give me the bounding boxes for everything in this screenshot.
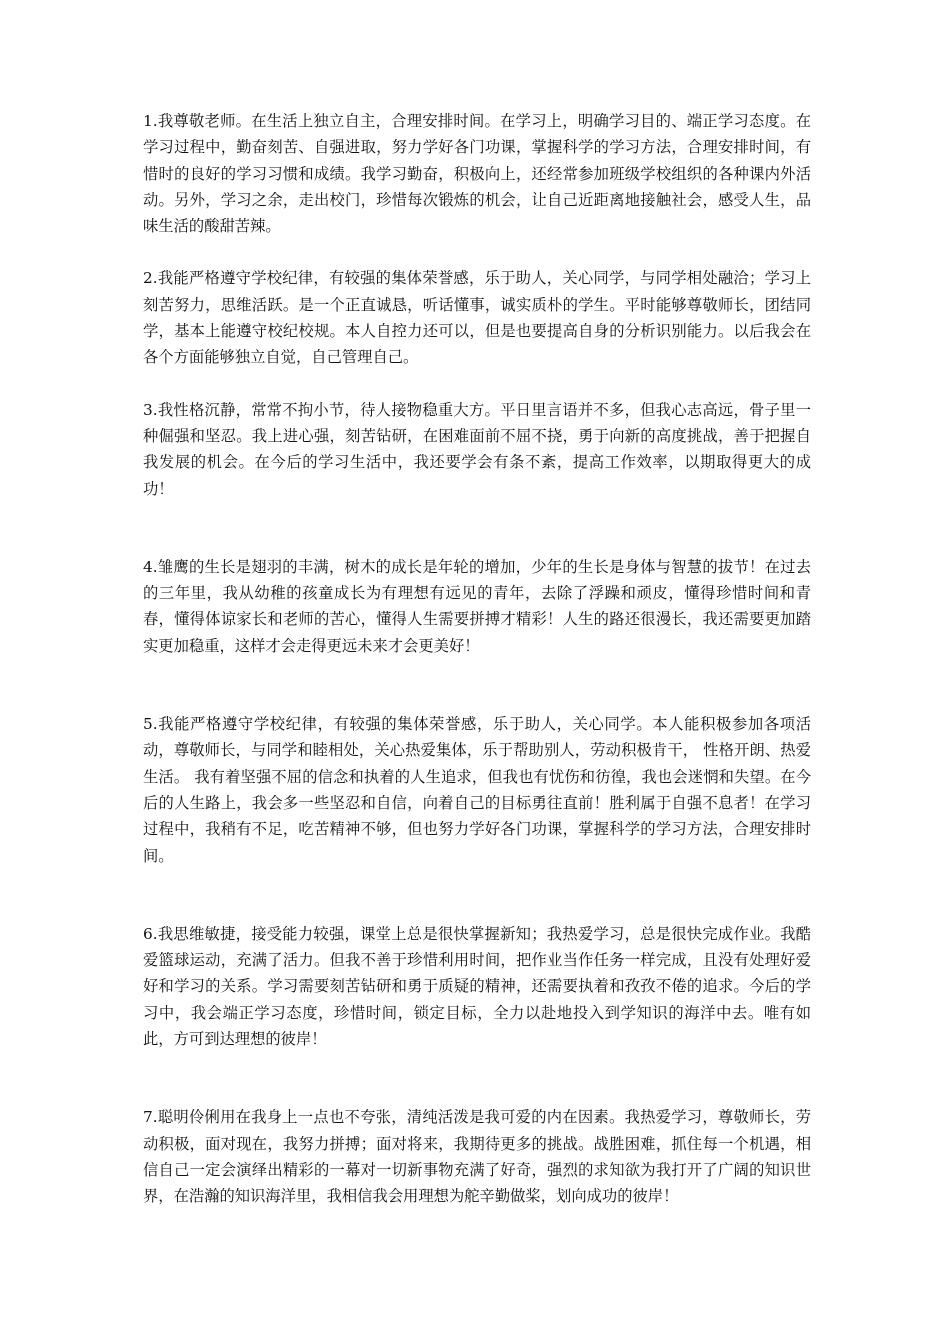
paragraph-spacer — [143, 659, 811, 711]
paragraph-spacer — [143, 371, 811, 397]
paragraph-2: 2.我能严格遵守学校纪律，有较强的集体荣誉感，乐于助人，关心同学，与同学相处融洽；学习上刻苦努力，思维活跃。是一个正直诚恳，听话懂事，诚实质朴的学生。平时能够尊敬师长，团结同学，基本上能遵守校纪校规。本人自控力还可以，但是也要提高自身的分析识别能力。以后我会在各个方面能够独立自觉，自己管理自己。 — [143, 269, 811, 367]
document-body — [143, 108, 811, 1210]
paragraph-spacer — [143, 1052, 811, 1104]
paragraph-3: 3.我性格沉静，常常不拘小节，待人接物稳重大方。平日里言语并不多，但我心志高远，骨子里一种倔强和坚忍。我上进心强，刻苦钻研，在困难面前不屈不挠，勇于向新的高度挑战，善于把握自我发展的机会。在今后的学习生活中，我还要学会有条不紊，提高工作效率，以期取得更大的成功！ — [143, 400, 811, 498]
paragraph-7: 7.聪明伶俐用在我身上一点也不夸张，清纯活泼是我可爱的内在因素。我热爱学习，尊敬师长，劳动积极，面对现在，我努力拼搏；面对将来，我期待更多的挑战。战胜困难，抓住每一个机遇，相信自己一定会演绎出精彩的一幕对一切新事物充满了好奇，强烈的求知欲为我打开了广阔的知识世界，在浩瀚的知识海洋里，我相信我会用理想为舵辛勤做桨，划向成功的彼岸！ — [143, 1108, 811, 1206]
paragraph-spacer — [143, 239, 811, 265]
paragraph-6: 6.我思维敏捷，接受能力较强，课堂上总是很快掌握新知；我热爱学习，总是很快完成作业。我酷爱篮球运动，充满了活力。但我不善于珍惜利用时间，把作业当作任务一样完成，且没有处理好爱好和学习的关系。学习需要刻苦钻研和勇于质疑的精神，还需要执着和孜孜不倦的追求。今后的学习中，我会端正学习态度，珍惜时间，锁定目标，全力以赴地投入到学知识的海洋中去。唯有如此，方可到达理想的彼岸！ — [143, 924, 811, 1049]
paragraph-1: 1.我尊敬老师。在生活上独立自主，合理安排时间。在学习上，明确学习目的、端正学习态度。在学习过程中，勤奋刻苦、自强进取，努力学好各门功课，掌握科学的学习方法，合理安排时间，有惜时的良好的学习习惯和成绩。我学习勤奋，积极向上，还经常参加班级学校组织的各种课内外活动。另外，学习之余，走出校门，珍惜每次锻炼的机会，让自己近距离地接触社会，感受人生，品味生活的酸甜苦辣。 — [143, 112, 811, 236]
paragraph-spacer — [143, 869, 811, 921]
paragraph-spacer — [143, 502, 811, 554]
paragraph-4: 4.雏鹰的生长是翅羽的丰满，树木的成长是年轮的增加，少年的生长是身体与智慧的拔节！在过去的三年里，我从幼稚的孩童成长为有理想有远见的青年，去除了浮躁和顽皮，懂得珍惜时间和青春，懂得体谅家长和老师的苦心，懂得人生需要拼搏才精彩！人生的路还很漫长，我还需要更加踏实更加稳重，这样才会走得更远未来才会更美好！ — [143, 557, 811, 655]
paragraph-5: 5.我能严格遵守学校纪律，有较强的集体荣誉感，乐于助人，关心同学。本人能积极参加各项活动，尊敬师长，与同学和睦相处，关心热爱集体，乐于帮助别人，劳动积极肯干， 性格开朗、热爱生活。 我有着坚强不屈的信念和执着的人生追求，但我也有忧伤和彷徨，我也会迷惘和失望。在今后的人生路上，我会多一些坚忍和自信，向着自己的目标勇往直前！胜利属于自强不息者！在学习过程中，我稍有不足，吃苦精神不够，但也努力学好各门功课，掌握科学的学习方法，合理安排时间。 — [143, 715, 811, 865]
